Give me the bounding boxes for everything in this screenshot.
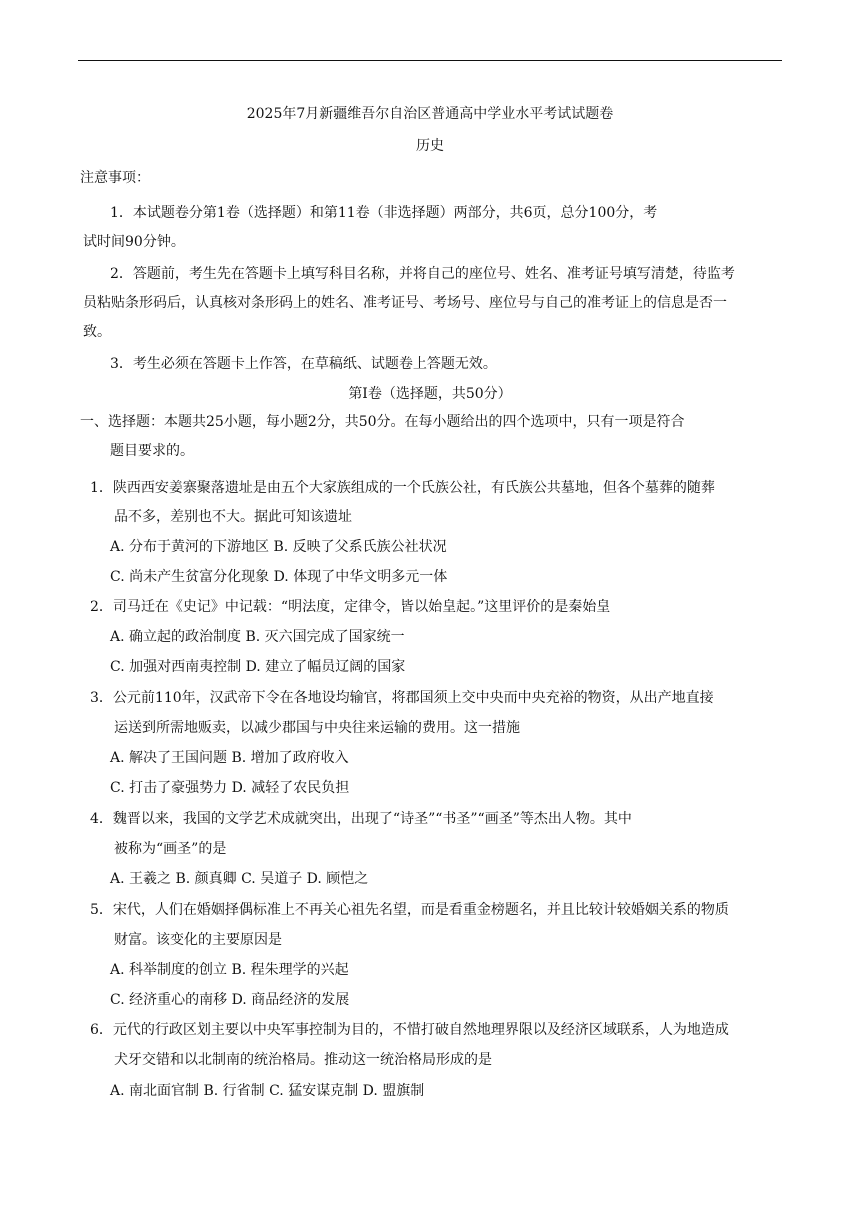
- exam-title: 2025年7月新疆维吾尔自治区普通高中学业水平考试试题卷: [246, 106, 614, 122]
- notice-item-2-line-3: 致。: [83, 324, 111, 340]
- question-1-options-line-1: A. 分布于黄河的下游地区 B. 反映了父系氏族公社状况: [110, 539, 447, 555]
- notice-heading: 注意事项：: [80, 170, 150, 186]
- question-3-stem-line-1: 3．公元前110年，汉武帝下令在各地设均输官，将郡国须上交中央而中央充裕的物资，从出产地直接: [90, 690, 714, 706]
- question-4-options-line-1: A. 王羲之 B. 颜真卿 C. 吴道子 D. 顾恺之: [110, 871, 369, 887]
- notice-item-2-line-1: 2．答题前，考生先在答题卡上填写科目名称，并将自己的座位号、姓名、准考证号填写清楚，待监考: [110, 266, 735, 282]
- question-2-options-line-2: C. 加强对西南夷控制 D. 建立了幅员辽阔的国家: [110, 659, 406, 675]
- question-1-stem-line-1: 1．陕西西安姜寨聚落遗址是由五个大家族组成的一个氏族公社，有氏族公共墓地，但各个墓葬的随葬: [90, 480, 715, 496]
- subject-title: 历史: [416, 138, 444, 154]
- question-5-stem-line-2: 财富。该变化的主要原因是: [114, 932, 282, 948]
- notice-item-1-line-1: 1．本试题卷分第1卷（选择题）和第11卷（非选择题）两部分，共6页，总分100分，考: [110, 205, 658, 221]
- header-rule: [78, 60, 782, 61]
- question-6-options-line-1: A. 南北面官制 B. 行省制 C. 猛安谋克制 D. 盟旗制: [110, 1083, 425, 1099]
- question-6-stem-line-2: 犬牙交错和以北制南的统治格局。推动这一统治格局形成的是: [114, 1052, 492, 1068]
- question-4-stem-line-2: 被称为“画圣”的是: [114, 841, 227, 857]
- question-6-stem-line-1: 6．元代的行政区划主要以中央军事控制为目的，不惜打破自然地理界限以及经济区域联系，人为地造成: [90, 1022, 729, 1038]
- notice-item-3: 3．考生必须在答题卡上作答，在草稿纸、试题卷上答题无效。: [110, 356, 497, 372]
- question-1-stem-line-2: 品不多，差别也不大。据此可知该遗址: [114, 509, 352, 525]
- question-5-options-line-1: A. 科举制度的创立 B. 程朱理学的兴起: [110, 962, 349, 978]
- section-1-instructions-line-1: 一、选择题：本题共25小题，每小题2分，共50分。在每小题给出的四个选项中，只有一项是符合: [80, 414, 685, 430]
- question-4-stem-line-1: 4．魏晋以来，我国的文学艺术成就突出，出现了“诗圣”“书圣”“画圣”等杰出人物。其中: [90, 811, 632, 827]
- question-5-stem-line-1: 5．宋代，人们在婚姻择偶标准上不再关心祖先名望，而是看重金榜题名，并且比较计较婚姻关系的物质: [90, 902, 729, 918]
- notice-item-2-line-2: 员粘贴条形码后，认真核对条形码上的姓名、准考证号、考场号、座位号与自己的准考证上的信息是否一: [83, 295, 727, 311]
- question-3-stem-line-2: 运送到所需地贩卖，以减少郡国与中央往来运输的费用。这一措施: [114, 720, 520, 736]
- section-1-instructions-line-2: 题目要求的。: [110, 443, 194, 459]
- question-2-options-line-1: A. 确立起的政治制度 B. 灭六国完成了国家统一: [110, 629, 405, 645]
- question-3-options-line-2: C. 打击了豪强势力 D. 减轻了农民负担: [110, 780, 350, 796]
- question-3-options-line-1: A. 解决了王国问题 B. 增加了政府收入: [110, 750, 349, 766]
- part-1-title: 第Ⅰ卷（选择题，共50分）: [348, 386, 512, 402]
- notice-item-1-line-2: 试时间90分钟。: [83, 234, 185, 250]
- question-1-options-line-2: C. 尚未产生贫富分化现象 D. 体现了中华文明多元一体: [110, 569, 448, 585]
- question-5-options-line-2: C. 经济重心的南移 D. 商品经济的发展: [110, 992, 350, 1008]
- question-2-stem-line-1: 2．司马迁在《史记》中记载：“明法度，定律令，皆以始皇起。”这里评价的是秦始皇: [90, 599, 611, 615]
